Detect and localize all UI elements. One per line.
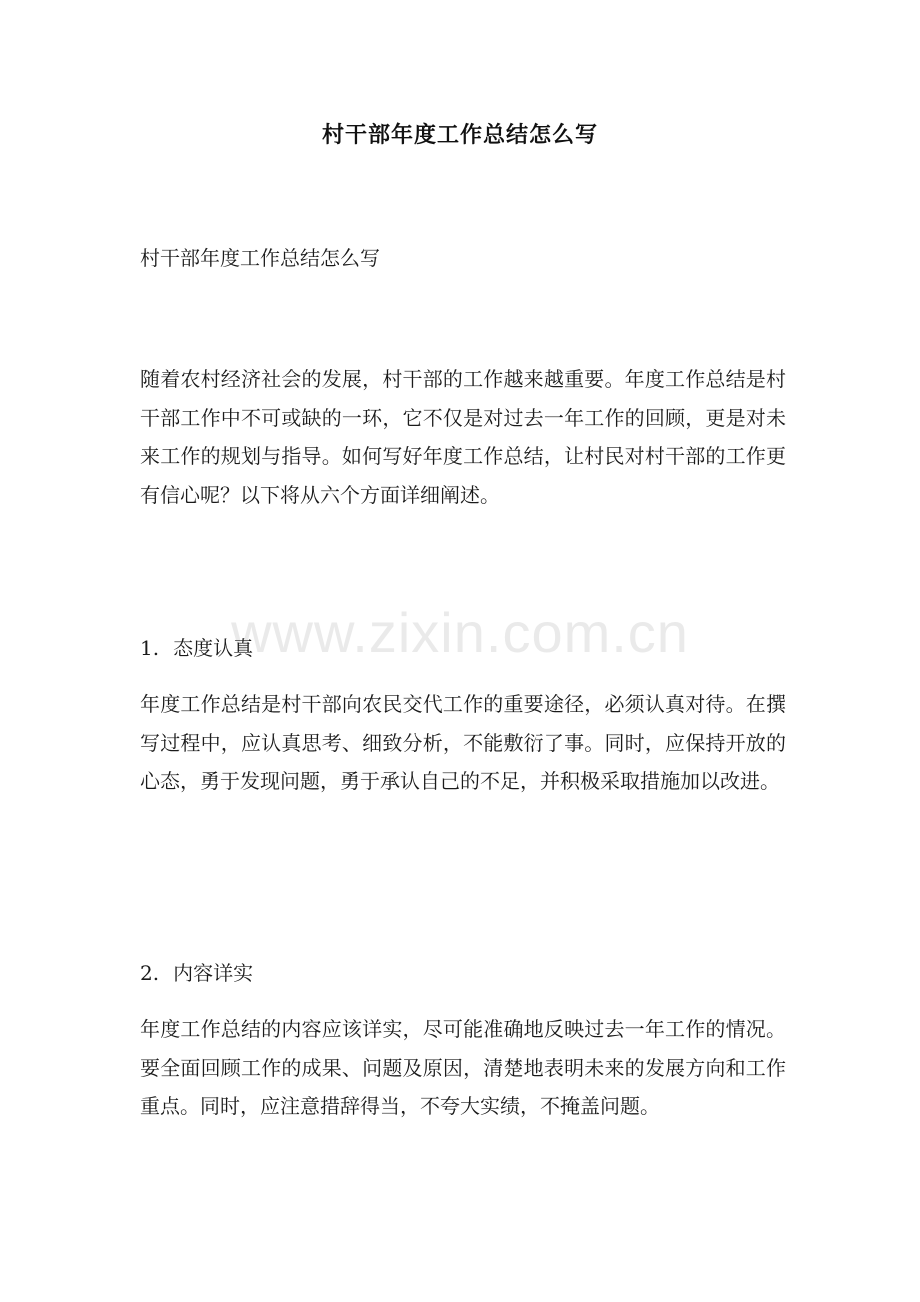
section-body-1: 年度工作总结是村干部向农民交代工作的重要途径，必须认真对待。在撰写过程中，应认真思考、细致分析，不能敷衍了事。同时，应保持开放的心态，勇于发现问题，勇于承认自己的不足，并积极采取措施加以改进。 xyxy=(140,692,786,793)
section-number-1: 1. xyxy=(140,636,160,660)
section-heading-1-text: 态度认真 xyxy=(173,636,254,660)
intro-paragraph: 随着农村经济社会的发展，村干部的工作越来越重要。年度工作总结是村干部工作中不可或缺的一环，它不仅是对过去一年工作的回顾，更是对未来工作的规划与指导。如何写好年度工作总结，让村民对村干部的工作更有信心呢？以下将从六个方面详细阐述。 xyxy=(140,367,786,507)
section-body-2: 年度工作总结的内容应该详实，尽可能准确地反映过去一年工作的情况。要全面回顾工作的成果、问题及原因，清楚地表明未来的发展方向和工作重点。同时，应注意措辞得当，不夸大实绩，不掩盖问题。 xyxy=(140,1017,786,1118)
document-subtitle: 村干部年度工作总结怎么写 xyxy=(140,246,380,270)
section-heading-2 xyxy=(140,957,253,986)
watermark: www.zixin.com.cn xyxy=(231,601,689,664)
section-heading-2-text: 内容详实 xyxy=(173,961,254,985)
section-number-2: 2. xyxy=(140,961,160,985)
section-heading-1 xyxy=(140,632,253,661)
document-title: 村干部年度工作总结怎么写 xyxy=(321,122,598,148)
